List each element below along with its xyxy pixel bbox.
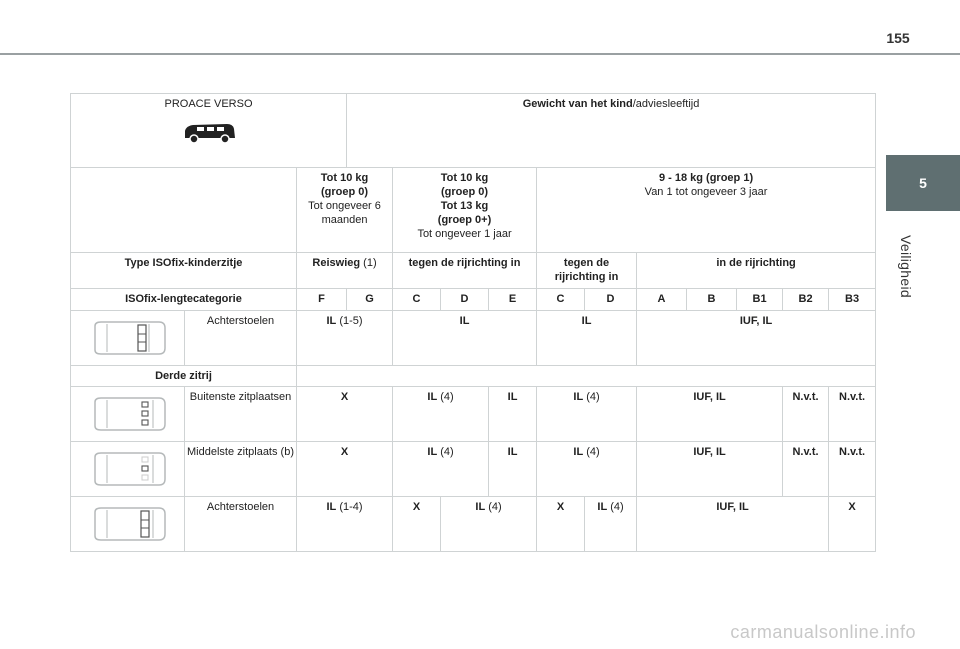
- cell-value: X: [829, 497, 876, 552]
- model-name: PROACE VERSO: [164, 98, 253, 110]
- value-bold: IL: [326, 315, 337, 327]
- model-cell: [71, 94, 347, 168]
- cell-value: N.v.t.: [783, 442, 829, 497]
- cell-value: N.v.t.: [829, 442, 876, 497]
- cell-value: X: [537, 497, 585, 552]
- van-icon: [181, 121, 237, 145]
- type-forward: in de rijrichting: [637, 253, 876, 289]
- type-rearfacing-1: tegen de rijrichting in: [393, 253, 537, 289]
- seat-label: Middelste zitplaats (b): [185, 442, 297, 497]
- group-0plus-cell: [393, 168, 537, 253]
- cell-value: IUF, IL: [637, 387, 783, 442]
- cell-value: [297, 311, 393, 366]
- cell-value: [537, 387, 637, 442]
- weight-header: [347, 94, 876, 168]
- seat-diagram-cell: [71, 387, 185, 442]
- cell-value: [297, 497, 393, 552]
- cell-value: X: [297, 442, 393, 497]
- group-0plus-line4: (groep 0+): [437, 214, 492, 226]
- isofix-table: [70, 93, 876, 552]
- cell-value: IL: [489, 442, 537, 497]
- reiswieg-note: (1): [360, 257, 377, 269]
- cell-value: IUF, IL: [637, 311, 876, 366]
- value-bold: IL: [597, 501, 608, 513]
- category-cell: D: [441, 289, 489, 311]
- group-0-age: Tot ongeveer 6 maanden: [308, 200, 381, 226]
- empty-cell: [71, 168, 297, 253]
- weight-header-rest: /adviesleeftijd: [632, 98, 700, 110]
- category-cell: E: [489, 289, 537, 311]
- car-seat-diagram-icon: [89, 506, 167, 542]
- cell-value: [393, 387, 489, 442]
- value-note: (4): [437, 391, 454, 403]
- cell-value: IUF, IL: [637, 442, 783, 497]
- seat-label: Buitenste zitplaatsen: [185, 387, 297, 442]
- cell-value: [537, 442, 637, 497]
- category-cell: B1: [737, 289, 783, 311]
- cell-value: IL: [537, 311, 637, 366]
- third-row-label: Derde zitrij: [71, 366, 297, 387]
- chapter-title: Veiligheid: [898, 235, 914, 298]
- value-note: (4): [583, 446, 600, 458]
- category-cell: F: [297, 289, 347, 311]
- value-note: (1-4): [336, 501, 363, 513]
- category-cell: B: [687, 289, 737, 311]
- category-label: ISOfix-lengtecategorie: [71, 289, 297, 311]
- cell-value: [441, 497, 537, 552]
- category-cell: D: [585, 289, 637, 311]
- group-0-line1: Tot 10 kg: [320, 172, 369, 184]
- group-0plus-line3: Tot 13 kg: [440, 200, 489, 212]
- category-cell: B2: [783, 289, 829, 311]
- cell-value: N.v.t.: [783, 387, 829, 442]
- value-bold: IL: [326, 501, 337, 513]
- weight-header-bold: Gewicht van het kind: [522, 98, 633, 110]
- watermark: carmanualsonline.info: [730, 622, 916, 642]
- value-note: (4): [437, 446, 454, 458]
- seat-diagram-cell: [71, 311, 185, 366]
- group-1-cell: [537, 168, 876, 253]
- car-seat-diagram-icon: [89, 396, 167, 432]
- group-1-age: Van 1 tot ongeveer 3 jaar: [644, 186, 768, 198]
- value-note: (1-5): [336, 315, 363, 327]
- group-0-line2: (groep 0): [320, 186, 369, 198]
- category-cell: G: [347, 289, 393, 311]
- value-bold: IL: [427, 446, 438, 458]
- page-number: 155: [886, 30, 910, 46]
- value-bold: IL: [573, 446, 584, 458]
- header-rule: [0, 53, 960, 55]
- category-cell: B3: [829, 289, 876, 311]
- value-bold: IL: [427, 391, 438, 403]
- category-cell: A: [637, 289, 687, 311]
- type-rearfacing-2: tegen de rijrichting in: [537, 253, 637, 289]
- type-label: Type ISOfix-kinderzitje: [71, 253, 297, 289]
- cell-value: IL: [393, 311, 537, 366]
- seat-label: Achterstoelen: [185, 311, 297, 366]
- group-0-cell: [297, 168, 393, 253]
- cell-value: [585, 497, 637, 552]
- value-note: (4): [607, 501, 624, 513]
- car-seat-diagram-icon: [89, 320, 167, 356]
- category-cell: C: [393, 289, 441, 311]
- seat-diagram-cell: [71, 497, 185, 552]
- value-bold: IL: [573, 391, 584, 403]
- chapter-tab[interactable]: 5: [886, 155, 960, 211]
- group-0plus-line1: Tot 10 kg: [440, 172, 489, 184]
- type-reiswieg: [297, 253, 393, 289]
- group-0plus-line2: (groep 0): [441, 186, 489, 198]
- cell-value: IL: [489, 387, 537, 442]
- value-note: (4): [583, 391, 600, 403]
- car-seat-diagram-icon: [89, 451, 167, 487]
- seat-diagram-cell: [71, 442, 185, 497]
- group-0plus-age: Tot ongeveer 1 jaar: [417, 228, 512, 240]
- group-1-line1: 9 - 18 kg (groep 1): [658, 172, 754, 184]
- cell-value: [393, 442, 489, 497]
- seat-label: Achterstoelen: [185, 497, 297, 552]
- category-cell: C: [537, 289, 585, 311]
- cell-value: IUF, IL: [637, 497, 829, 552]
- value-bold: IL: [475, 501, 486, 513]
- cell-value: N.v.t.: [829, 387, 876, 442]
- reiswieg-text: Reiswieg: [312, 257, 361, 269]
- cell-value: X: [393, 497, 441, 552]
- value-note: (4): [485, 501, 502, 513]
- cell-value: X: [297, 387, 393, 442]
- empty-cell: [297, 366, 876, 387]
